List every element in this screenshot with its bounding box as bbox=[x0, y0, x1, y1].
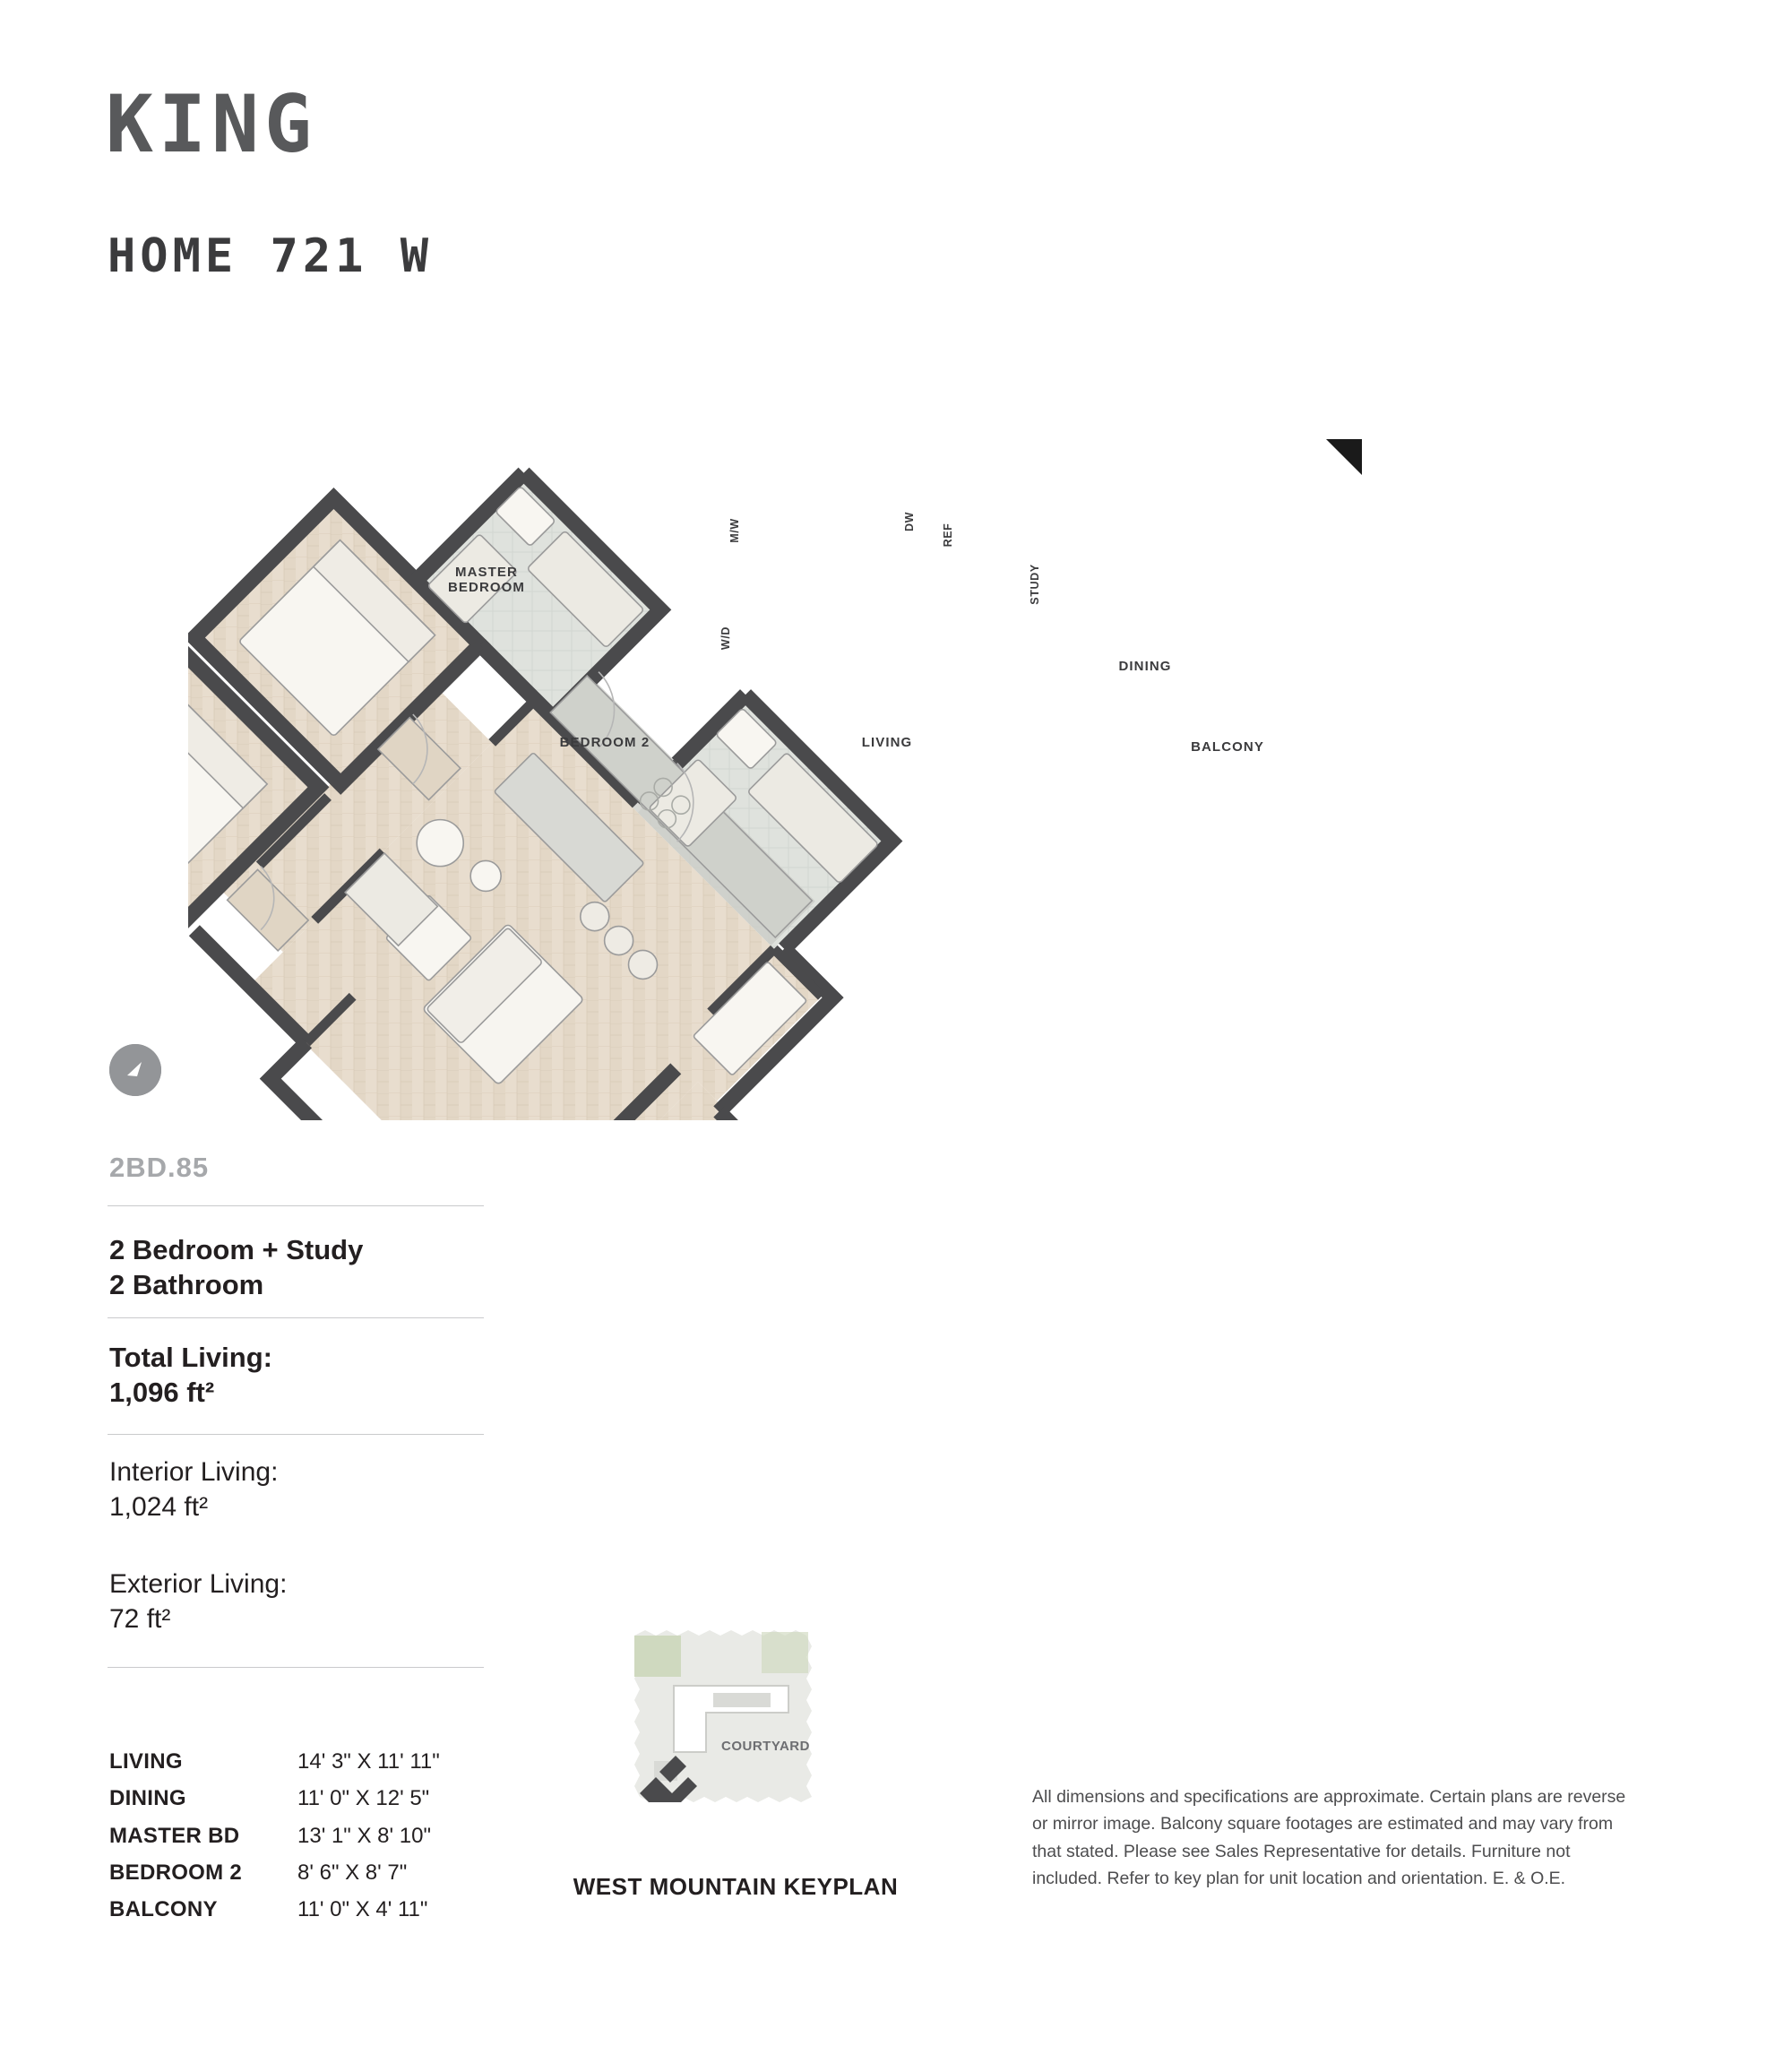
table-row bbox=[109, 1854, 495, 1891]
label-living: LIVING bbox=[861, 735, 913, 750]
floor-plan-drawing bbox=[188, 385, 1568, 1120]
dimension-label: LIVING bbox=[109, 1749, 183, 1774]
keyplan-courtyard-label: COURTYARD bbox=[721, 1739, 810, 1754]
exterior-living-value: 72 ft² bbox=[109, 1604, 171, 1634]
label-bedroom-2: BEDROOM 2 bbox=[559, 735, 650, 750]
plan-code: 2BD.85 bbox=[109, 1152, 210, 1183]
dimension-value: 11' 0" X 12' 5" bbox=[297, 1786, 430, 1811]
dimension-label: BEDROOM 2 bbox=[109, 1860, 243, 1885]
dimension-label: MASTER BD bbox=[109, 1823, 240, 1848]
room-summary-line2: 2 Bathroom bbox=[109, 1269, 264, 1301]
divider-4 bbox=[108, 1667, 484, 1668]
table-row bbox=[109, 1891, 495, 1928]
label-study: STUDY bbox=[1029, 564, 1041, 605]
interior-living-label: Interior Living: bbox=[109, 1457, 279, 1487]
dimension-label: DINING bbox=[109, 1786, 186, 1811]
room-summary bbox=[109, 1232, 363, 1302]
room-dimensions-table bbox=[109, 1743, 495, 1928]
entry-arrow bbox=[1326, 439, 1362, 475]
dimension-label: BALCONY bbox=[109, 1897, 218, 1922]
label-master-bedroom: MASTER BEDROOM bbox=[447, 565, 526, 595]
total-living bbox=[109, 1340, 272, 1410]
dimension-value: 13' 1" X 8' 10" bbox=[297, 1823, 431, 1848]
exterior-living-label: Exterior Living: bbox=[109, 1569, 288, 1599]
table-row bbox=[109, 1743, 495, 1780]
interior-living-value: 1,024 ft² bbox=[109, 1492, 209, 1522]
table-row bbox=[109, 1817, 495, 1854]
room-summary-line1: 2 Bedroom + Study bbox=[109, 1234, 364, 1265]
dimension-value: 8' 6" X 8' 7" bbox=[297, 1860, 408, 1885]
floor-plan-svg bbox=[188, 385, 1568, 1120]
keyplan-caption: WEST MOUNTAIN KEYPLAN bbox=[573, 1873, 899, 1900]
table-row bbox=[109, 1780, 495, 1817]
compass-north-icon bbox=[109, 1044, 161, 1096]
home-title: HOME 721 W bbox=[108, 229, 434, 283]
divider-3 bbox=[108, 1434, 484, 1435]
keyplan-diagram bbox=[627, 1627, 842, 1833]
divider-1 bbox=[108, 1205, 484, 1206]
label-refrigerator: REF bbox=[942, 522, 954, 548]
label-dishwasher: DW bbox=[903, 511, 916, 532]
divider-2 bbox=[108, 1317, 484, 1318]
dimension-value: 14' 3" X 11' 11" bbox=[297, 1749, 440, 1774]
total-living-value: 1,096 ft² bbox=[109, 1377, 215, 1409]
label-balcony: BALCONY bbox=[1191, 739, 1264, 755]
disclaimer-text: All dimensions and specifications are approximate. Certain plans are reverse or mirror image. Balcony square footages are estimated and may vary from that stated. Please see Sales Representative for details. Furniture not included. Refer to key plan for unit location and orientation. E. & O.E. bbox=[1032, 1787, 1626, 1889]
interior-living bbox=[109, 1455, 278, 1524]
label-microwave: M/W bbox=[728, 518, 741, 543]
total-living-label: Total Living: bbox=[109, 1342, 272, 1373]
dimension-value: 11' 0" X 4' 11" bbox=[297, 1897, 428, 1922]
exterior-living bbox=[109, 1567, 287, 1636]
label-washer-dryer: W/D bbox=[719, 626, 732, 651]
brand-logo-king: KING bbox=[106, 78, 317, 170]
label-dining: DINING bbox=[1118, 659, 1172, 674]
